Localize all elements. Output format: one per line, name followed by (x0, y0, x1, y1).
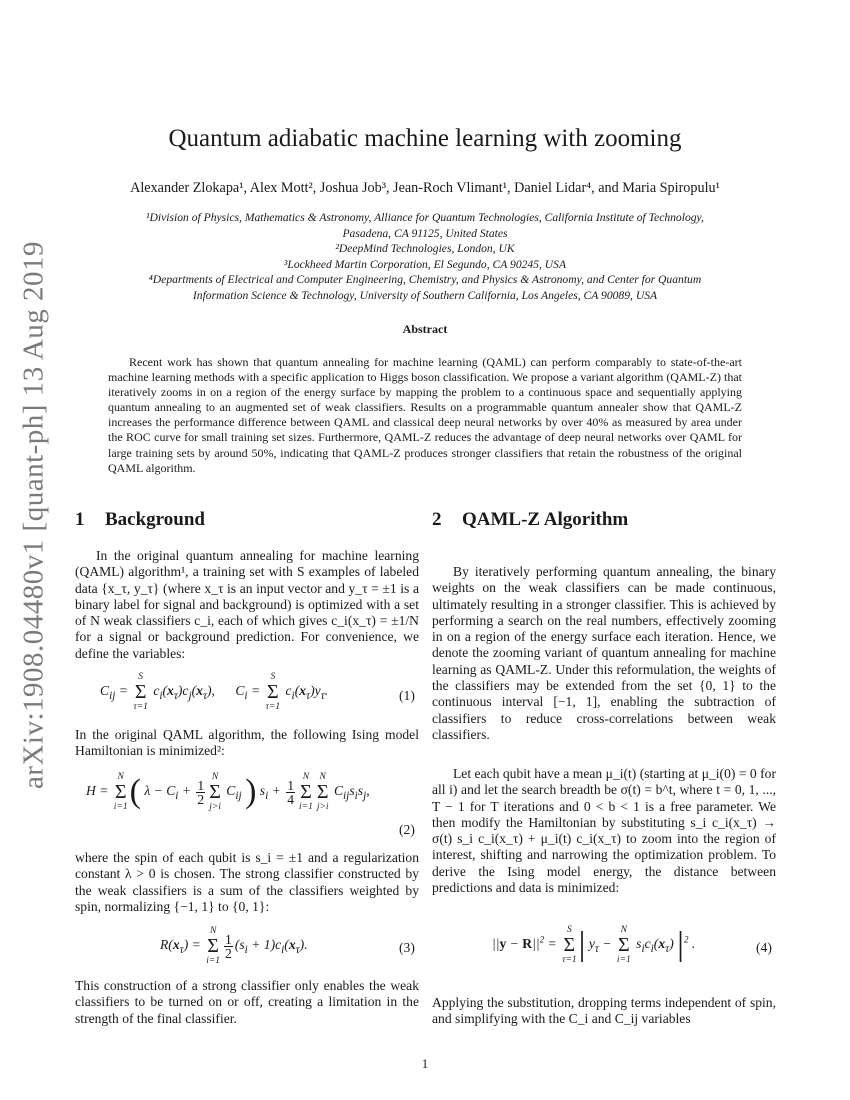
author-list: Alexander Zlokapa¹, Alex Mott², Joshua Job³, Jean-Roch Vlimant¹, Daniel Lidar⁴, and Maria Spiropulu¹ (130, 180, 720, 196)
left-paragraph-1 (75, 548, 419, 662)
paragraph-text: Let each qubit have a mean μ_i(t) (starting at μ_i(0) = 0 for all i) and let the search breadth be σ(t) = b^t, where t = 0, 1, ..., T − 1 for T iterations and 0 < b < 1 is a free parameter. We then modify the Hamiltonian by substituting s_i c_i(x_τ) → σ(t) s_i c_i(x_τ) + μ_i(t) c_i(x_τ) to zoom into the region of interest, shifting and narrowing the optimization problem. To derive the Ising model energy, the distance between predictions and data is minimized: (432, 766, 776, 896)
right-paragraph-3 (432, 995, 776, 1028)
paragraph-text: In the original QAML algorithm, the following Ising model Hamiltonian is minimized²: (75, 727, 419, 759)
right-paragraph-1 (432, 564, 776, 743)
page-number: 1 (421, 1056, 429, 1071)
affiliation-line: Pasadena, CA 91125, United States (342, 226, 508, 240)
section-title: Background (105, 509, 205, 530)
equation-2: H = N Σ i=1 ( $\lambda - C_i$ + $\frac{1}{2}$ N Σ j>i $C_{ij}$ ) $s_i$ + $\frac{1}{4}$ N Σ i=1 N Σ j>i $C_{ij}s_is_j$, (86, 772, 370, 812)
equation-number: (4) (756, 940, 772, 955)
section-title: QAML-Z Algorithm (462, 509, 629, 530)
arxiv-stamp-text: arXiv:1908.04480v1 [quant-ph] 13 Aug 2019 (17, 240, 50, 790)
abstract-heading: Abstract (402, 322, 448, 336)
equation-1: $C_{ij}$ = S Σ τ=1 $c_i(x_\tau)c_j(x_\tau)$, $C_i$ = S Σ τ=1 $c_i(x_\tau)y_\tau$. (100, 672, 329, 712)
paragraph-text: where the spin of each qubit is s_i = ±1 and a regularization constant λ > 0 is chosen. The strong classifier constructed by the weak classifiers is a sum of the classifiers weighted by spin, normalizing {−1, 1} to {0, 1}: (75, 850, 419, 914)
section-number: 2 (432, 509, 442, 530)
affiliation-line: ⁴Departments of Electrical and Computer Engineering, Chemistry, and Physics & Astronomy, and Center for Quantum (148, 273, 702, 287)
paragraph-text: By iteratively performing quantum annealing, the binary weights on the weak classifiers can be made continuous, ultimately resulting in a stronger classifier. This is achieved by performing a search on the real numbers, effectively zooming in on a region of the energy surface each iteration. Hence, we denote the zooming variant of quantum annealing for machine learning as QAML-Z. Under this reformulation, the weights of the classifiers may be extended from the set {0, 1} to the continuous interval [−1, 1], enabling the subtraction of classifiers to reduce cross-correlations between weak classifiers. (432, 564, 776, 742)
left-paragraph-4 (75, 978, 419, 1027)
right-paragraph-2 (432, 766, 776, 896)
left-paragraph-2 (75, 727, 419, 760)
left-paragraph-3 (75, 850, 419, 915)
section-heading-background (75, 509, 205, 531)
equation-3: $R(x_\tau)$ = N Σ i=1 $\frac{1}{2}$ $(s_i + 1)c_i(x_\tau)$. (160, 926, 308, 966)
paragraph-text: This construction of a strong classifier only enables the weak classifiers to be turned on or off, creating a limitation in the strength of the final classifier. (75, 978, 419, 1026)
equation-number: (3) (399, 940, 415, 955)
affiliation-line: ²DeepMind Technologies, London, UK (335, 242, 515, 256)
equation-4: $||y - R||^2$ = S Σ τ=1 | $y_\tau$ − N Σ i=1 $s_ic_i(x_\tau)$ $|^2$ . (492, 925, 696, 965)
affiliation-line: ³Lockheed Martin Corporation, El Segundo, CA 90245, USA (283, 257, 567, 271)
affiliation-line: Information Science & Technology, University of Southern California, Los Angeles, CA 90089, USA (192, 288, 658, 302)
abstract-text: Recent work has shown that quantum annealing for machine learning (QAML) can perform comparably to state-of-the-art machine learning methods with a specific application to Higgs boson classification. We propose a variant algorithm (QAML-Z) that iteratively zooms in on a region of the energy surface by mapping the problem to a continuous space and sequentially applying quantum annealing to an augmented set of weak classifiers. Results on a programmable quantum annealer show that QAML-Z increases the performance difference between QAML and classical deep neural networks by over 40% as measured by area under the ROC curve for small training set sizes. Furthermore, QAML-Z reduces the advantage of deep neural networks over QAML for large training sets by around 50%, indicating that QAML-Z produces stronger classifiers that retain the robustness of the original QAML algorithm. (108, 355, 742, 475)
section-number: 1 (75, 509, 85, 530)
affiliations (0, 210, 850, 304)
section-heading-algorithm (432, 509, 628, 531)
equation-number: (2) (399, 822, 415, 837)
equation-number: (1) (399, 688, 415, 703)
paper-title: Quantum adiabatic machine learning with zooming (168, 125, 682, 152)
affiliation-line: ¹Division of Physics, Mathematics & Astronomy, Alliance for Quantum Technologies, California Institute of Technology, (146, 211, 704, 224)
paragraph-text: Applying the substitution, dropping terms independent of spin, and simplifying with the C_i and C_ij variables (432, 995, 776, 1027)
paragraph-text: In the original quantum annealing for machine learning (QAML) algorithm¹, a training set with S examples of labeled data {x_τ, y_τ} (where x_τ is an input vector and y_τ = ±1 is a binary label for signal and background) is optimized with a set of N weak classifiers c_i, each of which gives c_i(x_τ) = ±1/N for a signal or background prediction. For convenience, we define the variables: (75, 548, 419, 661)
